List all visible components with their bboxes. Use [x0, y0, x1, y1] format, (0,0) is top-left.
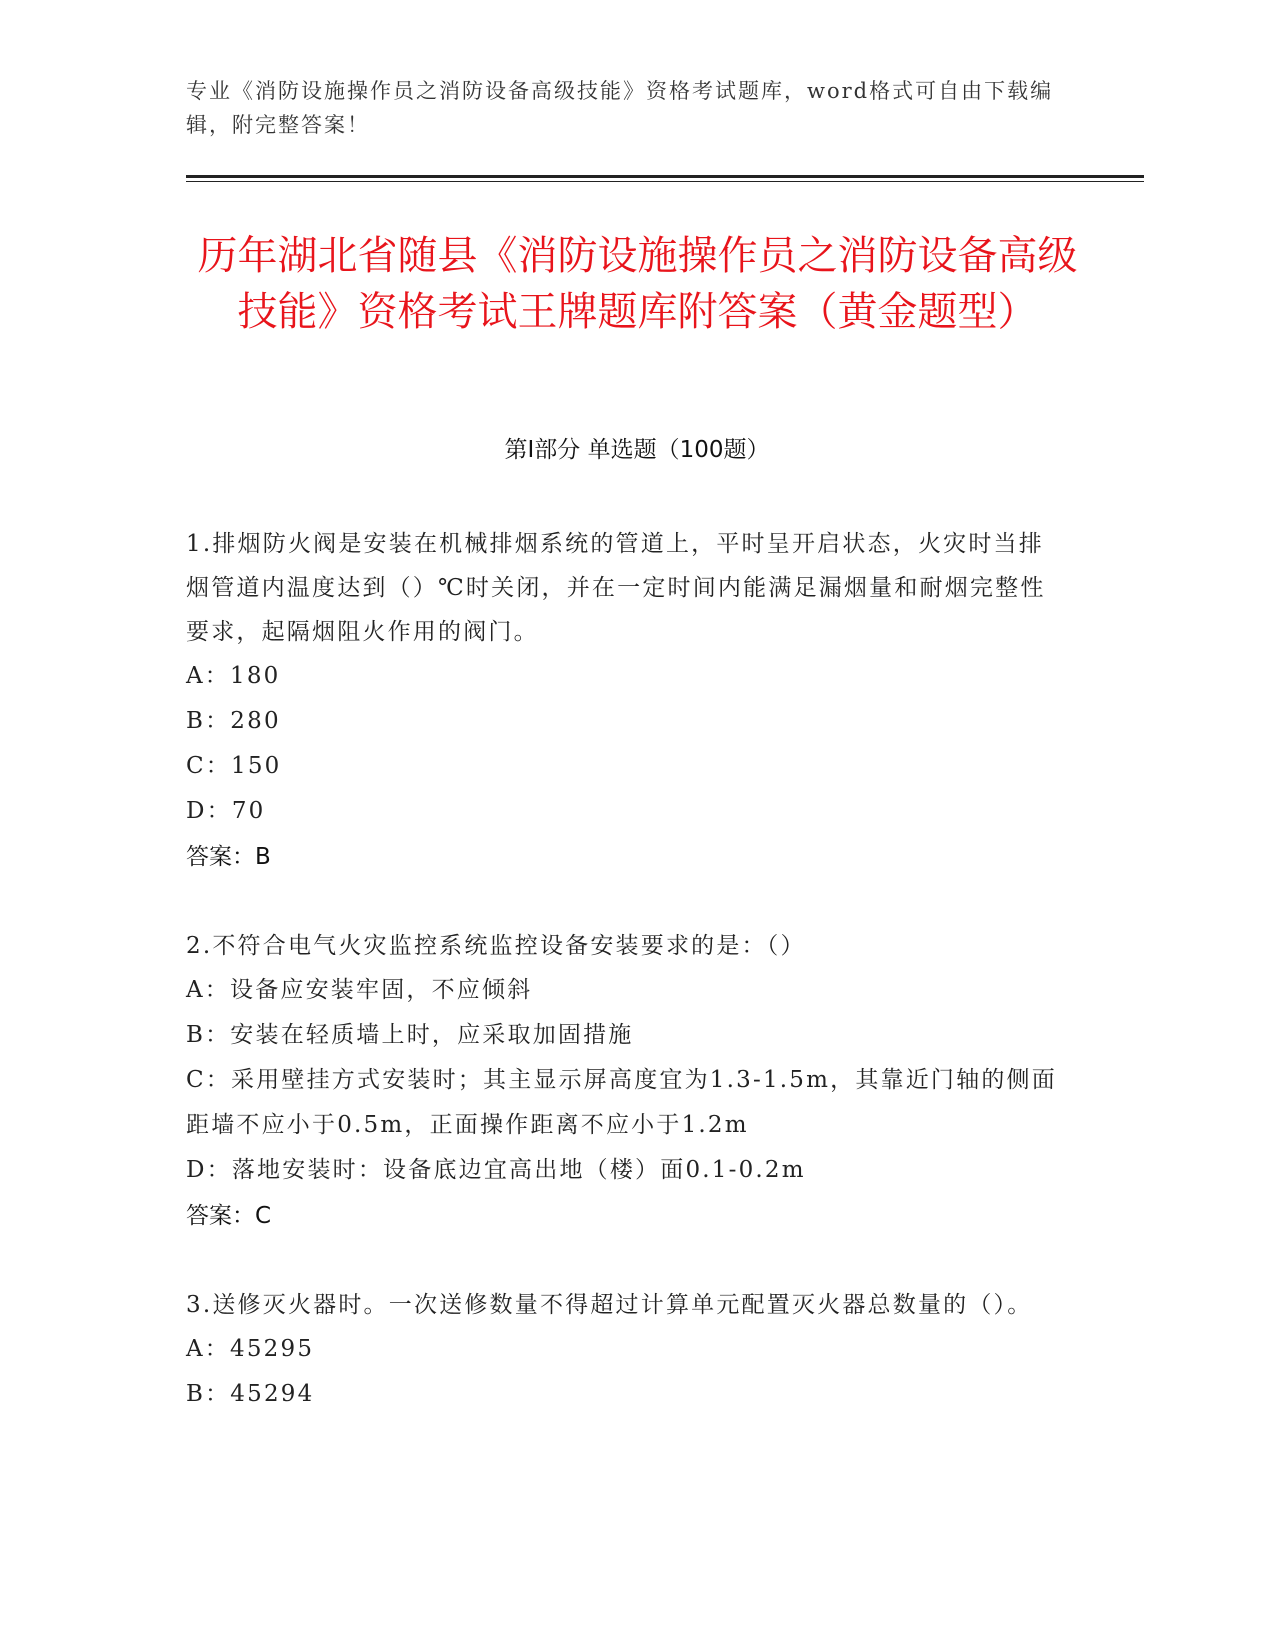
header-note: 专业《消防设施操作员之消防设备高级技能》资格考试题库，word格式可自由下载编辑，附完整答案！ [186, 79, 1054, 137]
document-title: 历年湖北省随县《消防设施操作员之消防设备高级技能》资格考试王牌题库附答案（黄金题型） [197, 233, 1078, 335]
question-1 [186, 522, 1066, 880]
option-b: B：安装在轻质墙上时，应采取加固措施 [186, 1022, 634, 1048]
question-text: 3.送修灭火器时。一次送修数量不得超过计算单元配置灭火器总数量的（）。 [186, 1292, 1033, 1318]
header-divider-thick [186, 175, 1144, 178]
section-title: 第Ⅰ部分 单选题（100题） [504, 437, 770, 463]
option-a: A：45295 [186, 1336, 315, 1362]
answer-line: 答案：C [186, 1203, 272, 1229]
question-2 [186, 924, 1066, 1239]
option-d: D：落地安装时：设备底边宜高出地（楼）面0.1-0.2m [186, 1157, 806, 1183]
question-list [186, 522, 1066, 1461]
question-3 [186, 1283, 1066, 1417]
option-b: B：280 [186, 708, 281, 734]
option-c: C：采用壁挂方式安装时；其主显示屏高度宜为1.3-1.5m，其靠近门轴的侧面距墙不应小于0.5m，正面操作距离不应小于1.2m [186, 1067, 1057, 1138]
option-c: C：150 [186, 753, 282, 779]
option-a: A：设备应安装牢固，不应倾斜 [186, 977, 533, 1003]
option-d: D：70 [186, 798, 266, 824]
header-divider-thin [186, 181, 1144, 182]
question-text: 1.排烟防火阀是安装在机械排烟系统的管道上，平时呈开启状态，火灾时当排烟管道内温度达到（）℃时关闭，并在一定时间内能满足漏烟量和耐烟完整性要求，起隔烟阻火作用的阀门。 [186, 531, 1046, 645]
option-a: A：180 [186, 663, 281, 689]
question-text: 2.不符合电气火灾监控系统监控设备安装要求的是：（） [186, 933, 806, 959]
option-b: B：45294 [186, 1381, 315, 1407]
answer-line: 答案：B [186, 844, 271, 870]
